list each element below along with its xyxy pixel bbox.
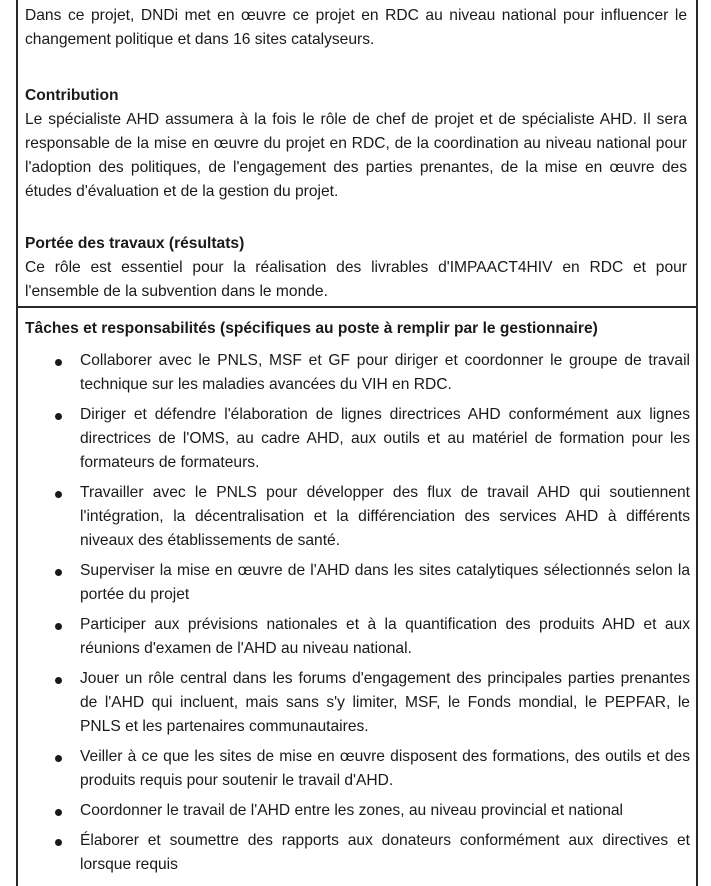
contribution-heading: Contribution <box>25 87 119 104</box>
table-border-left <box>16 0 18 886</box>
bullet-icon <box>55 359 62 366</box>
bullet-icon <box>55 839 62 846</box>
list-item <box>25 829 690 877</box>
scope-paragraph: Ce rôle est essentiel pour la réalisation des livrables d'IMPAACT4HIV en RDC et pour l'ensemble de la subvention dans le monde. <box>25 259 687 300</box>
list-item-text: Collaborer avec le PNLS, MSF et GF pour diriger et coordonner le groupe de travail technique sur les maladies avancées du VIH en RDC. <box>80 352 690 393</box>
contribution-section <box>25 84 687 204</box>
list-item-text: Veiller à ce que les sites de mise en œuvre disposent des formations, des outils et des produits requis pour soutenir le travail d'AHD. <box>80 748 690 789</box>
list-item <box>25 349 690 397</box>
list-item <box>25 745 690 793</box>
list-item <box>25 559 690 607</box>
bullet-icon <box>55 755 62 762</box>
tasks-section <box>25 317 690 883</box>
scope-heading: Portée des travaux (résultats) <box>25 235 245 252</box>
table-row-divider <box>16 306 698 308</box>
bullet-icon <box>55 677 62 684</box>
bullet-icon <box>55 809 62 816</box>
list-item-text: Superviser la mise en œuvre de l'AHD dans les sites catalytiques sélectionnés selon la portée du projet <box>80 562 690 603</box>
tasks-heading: Tâches et responsabilités (spécifiques au poste à remplir par le gestionnaire) <box>25 320 598 337</box>
intro-section <box>25 4 687 52</box>
bullet-icon <box>55 569 62 576</box>
intro-paragraph: Dans ce projet, DNDi met en œuvre ce projet en RDC au niveau national pour influencer le changement politique et dans 16 sites catalyseurs. <box>25 7 687 48</box>
list-item <box>25 403 690 475</box>
table-border-right <box>696 0 698 886</box>
list-item <box>25 613 690 661</box>
bullet-icon <box>55 491 62 498</box>
list-item-text: Jouer un rôle central dans les forums d'engagement des principales parties prenantes de l'AHD qui incluent, mais sans s'y limiter, MSF, le Fonds mondial, le PEPFAR, le PNLS et les partenaires communautaires. <box>80 670 690 735</box>
list-item <box>25 799 690 823</box>
list-item-text: Diriger et défendre l'élaboration de lignes directrices AHD conformément aux lignes directrices de l'OMS, au cadre AHD, aux outils et au matériel de formation pour les formateurs de formateurs. <box>80 406 690 471</box>
scope-section <box>25 232 687 304</box>
list-item-text: Coordonner le travail de l'AHD entre les zones, au niveau provincial et national <box>80 802 624 819</box>
tasks-list <box>25 349 690 877</box>
bullet-icon <box>55 623 62 630</box>
list-item-text: Travailler avec le PNLS pour développer des flux de travail AHD qui soutiennent l'intégration, la décentralisation et la différenciation des services AHD à différents niveaux des établissements de santé. <box>80 484 690 549</box>
list-item-text: Élaborer et soumettre des rapports aux donateurs conformément aux directives et lorsque requis <box>80 832 690 873</box>
bullet-icon <box>55 413 62 420</box>
list-item <box>25 667 690 739</box>
list-item-text: Participer aux prévisions nationales et à la quantification des produits AHD et aux réunions d'examen de l'AHD au niveau national. <box>80 616 690 657</box>
list-item <box>25 481 690 553</box>
contribution-paragraph: Le spécialiste AHD assumera à la fois le rôle de chef de projet et de spécialiste AHD. Il sera responsable de la mise en œuvre du projet en RDC, de la coordination au niveau national pour l'adoption des politiques, de l'engagement des parties prenantes, de la mise en œuvre des études d'évaluation et de la gestion du projet. <box>25 111 687 200</box>
